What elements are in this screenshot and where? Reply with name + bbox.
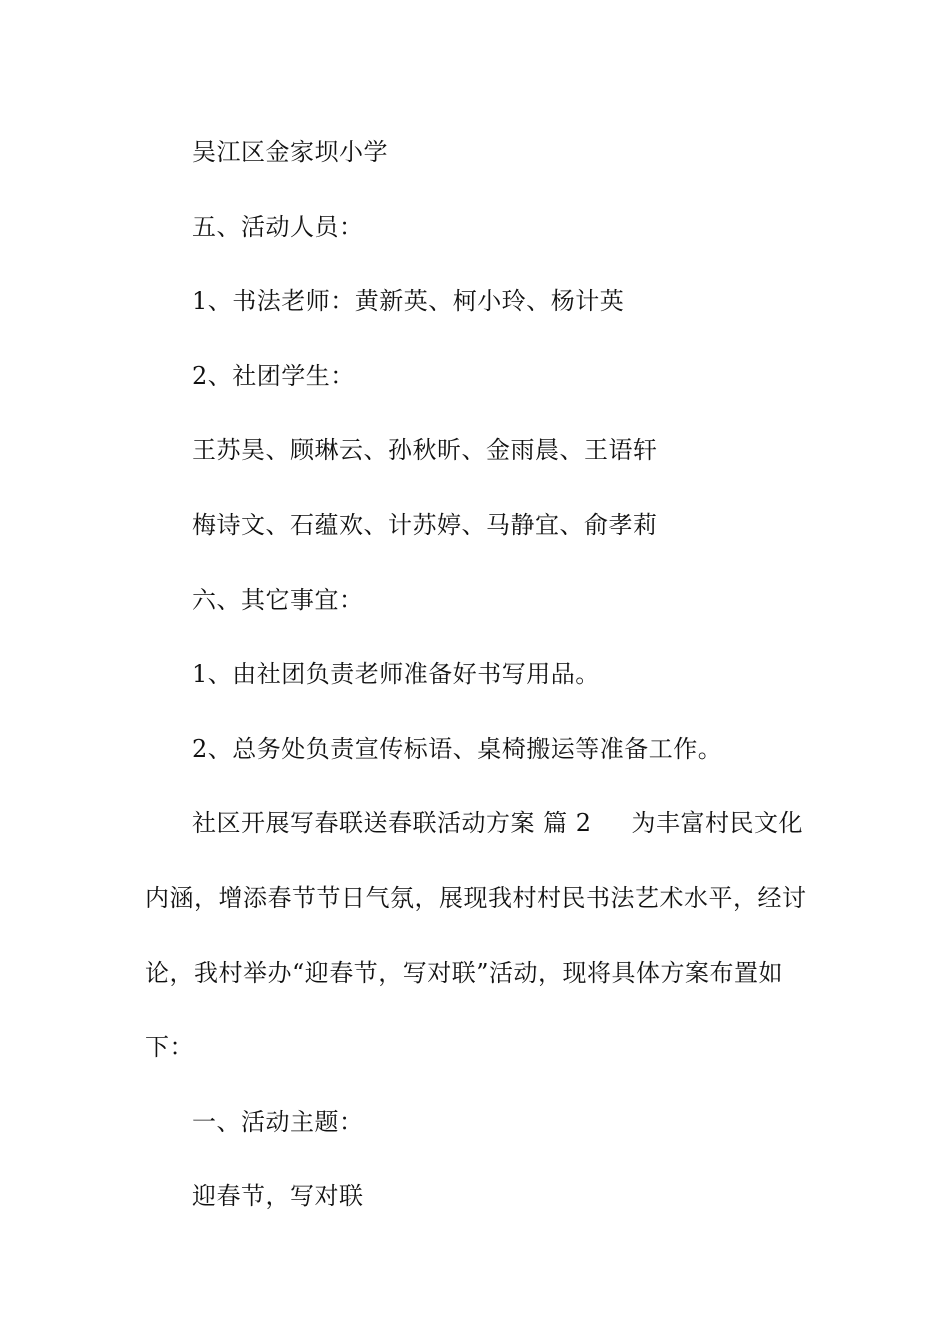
section2-intro-start: 为丰富村民文化: [631, 809, 804, 837]
student-names-1: 王苏昊、顾琳云、孙秋昕、金雨晨、王语轩: [192, 436, 658, 464]
section2-intro-line-2: 内涵，增添春节节日气氛，展现我村村民书法艺术水平，经讨: [145, 884, 807, 912]
section-six-title: 六、其它事宜：: [192, 586, 364, 614]
section2-heading: 社区开展写春联送春联活动方案 篇 2: [192, 809, 592, 837]
activity-theme-content: 迎春节，写对联: [192, 1182, 364, 1210]
other-item-1: 1、由社团负责老师准备好书写用品。: [192, 660, 600, 688]
other-item-2: 2、总务处负责宣传标语、桌椅搬运等准备工作。: [192, 735, 723, 763]
section2-intro-line-3: 论，我村举办“迎春节，写对联”活动，现将具体方案布置如: [145, 959, 784, 987]
activity-theme-title: 一、活动主题：: [192, 1108, 364, 1136]
section2-intro-line-4: 下：: [145, 1033, 194, 1061]
section-five-title: 五、活动人员：: [192, 213, 364, 241]
section2-heading-line: [192, 808, 803, 838]
school-name: 吴江区金家坝小学: [192, 138, 388, 166]
club-students-title: 2、社团学生：: [192, 362, 355, 390]
calligraphy-teachers: 1、书法老师：黄新英、柯小玲、杨计英: [192, 287, 625, 315]
student-names-2: 梅诗文、石蕴欢、计苏婷、马静宜、俞孝莉: [192, 511, 658, 539]
